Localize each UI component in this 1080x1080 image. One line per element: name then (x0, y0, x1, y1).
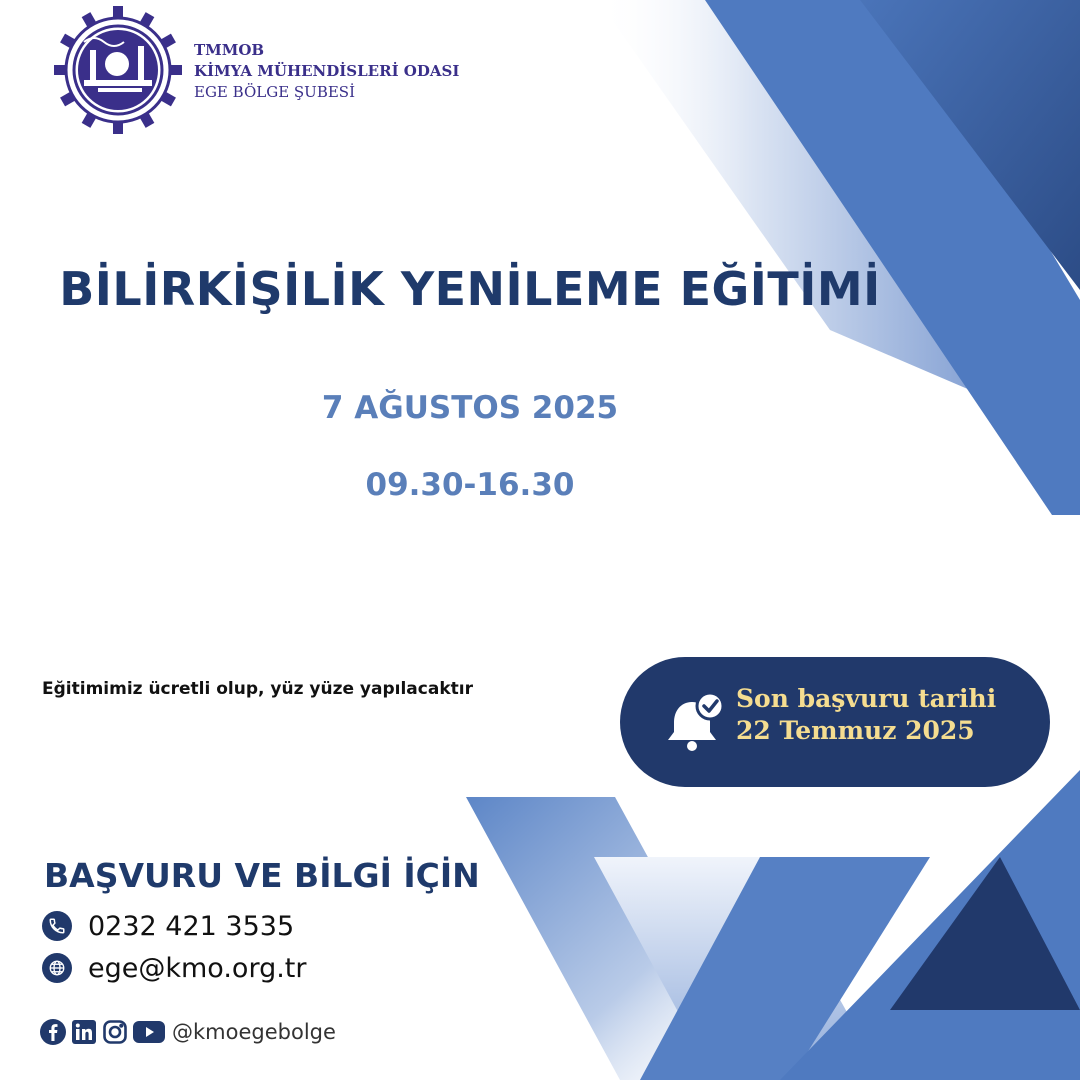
organization-name (194, 40, 459, 103)
org-line-3: EGE BÖLGE ŞUBESİ (194, 83, 356, 101)
deadline-badge (620, 657, 1050, 787)
phone-row (42, 909, 294, 943)
social-bar (40, 1019, 336, 1045)
org-line-1: TMMOB (194, 41, 265, 59)
email-row (42, 951, 306, 985)
deadline-text (736, 683, 996, 747)
event-time: 09.30-16.30 (365, 467, 575, 503)
contact-title: BAŞVURU VE BİLGİ İÇİN (44, 856, 480, 895)
deadline-date: 22 Temmuz 2025 (736, 716, 975, 745)
phone-number[interactable]: 0232 421 3535 (88, 910, 295, 942)
kmo-logo (50, 2, 186, 138)
instagram-icon[interactable] (102, 1019, 128, 1045)
globe-icon (42, 953, 72, 983)
event-title: BİLİRKİŞİLİK YENİLEME EĞİTİMİ (59, 262, 881, 316)
org-line-2: KİMYA MÜHENDİSLERİ ODASI (194, 62, 460, 80)
fee-note: Eğitimimiz ücretli olup, yüz yüze yapılacaktır (42, 679, 473, 699)
facebook-icon[interactable] (40, 1019, 66, 1045)
linkedin-icon[interactable] (71, 1019, 97, 1045)
phone-icon (42, 911, 72, 941)
youtube-icon[interactable] (133, 1019, 165, 1045)
social-handle[interactable]: @kmoegebolge (172, 1020, 336, 1044)
deadline-label: Son başvuru tarihi (736, 684, 997, 713)
email-address[interactable]: ege@kmo.org.tr (88, 952, 307, 984)
bell-check-icon (664, 690, 728, 754)
event-date: 7 AĞUSTOS 2025 (321, 390, 619, 426)
